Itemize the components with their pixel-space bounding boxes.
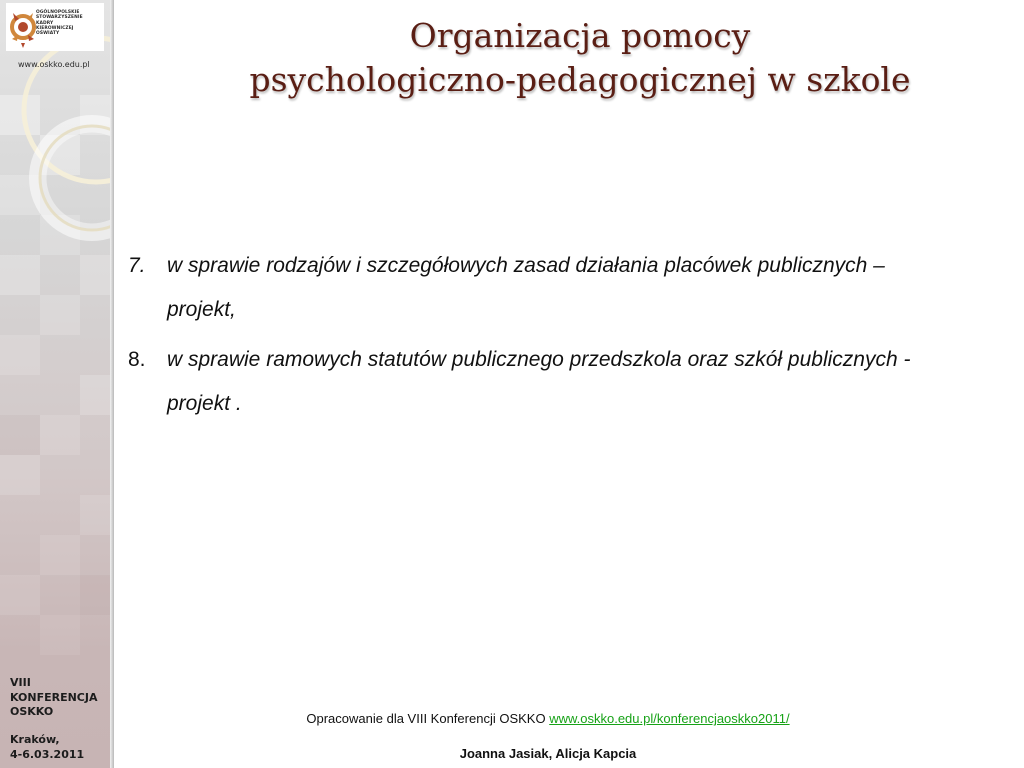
logo-text: [36, 10, 104, 36]
sidebar-decoration: [0, 0, 114, 768]
item-number: 7.: [128, 254, 146, 277]
oskko-logo: [6, 3, 104, 51]
logo-line: STOWARZYSZENIE: [36, 15, 83, 21]
logo-line: KADRY: [36, 20, 54, 26]
conference-link[interactable]: www.oskko.edu.pl/konferencjaoskko2011/: [549, 711, 790, 726]
logo-line: OGÓLNOPOLSKIE: [36, 10, 80, 15]
logo-line: KIEROWNICZEJ: [36, 25, 74, 31]
conference-place: Kraków,: [10, 733, 60, 746]
conference-label: [10, 676, 97, 720]
footer-credit: [200, 711, 896, 726]
sidebar: [0, 0, 114, 768]
numbered-list: [128, 244, 948, 432]
title-line: psychologiczno-pedagogicznej w szkole: [249, 60, 911, 99]
conference-place-date: [10, 733, 84, 762]
conference-date: 4-6.03.2011: [10, 747, 85, 761]
conference-line: KONFERENCJA: [10, 690, 98, 704]
footer-prefix: Opracowanie dla VIII Konferencji OSKKO: [306, 711, 550, 726]
conference-line: OSKKO: [10, 705, 54, 718]
item-text: w sprawie rodzajów i szczegółowych zasad działania placówek publicznych – projekt,: [167, 254, 885, 321]
logo-line: OŚWIATY: [36, 31, 60, 37]
conference-line: VIII: [10, 676, 31, 689]
title-line: Organizacja pomocy: [409, 16, 751, 55]
sidebar-edge: [110, 0, 114, 768]
list-item: [128, 244, 948, 332]
site-url: www.oskko.edu.pl: [18, 60, 90, 69]
footer-authors: Joanna Jasiak, Alicja Kapcia: [459, 746, 637, 761]
oskko-logo-icon: [8, 5, 38, 49]
list-item: [128, 338, 948, 426]
item-number: 8.: [128, 348, 146, 371]
slide-title: [200, 14, 960, 102]
item-text: w sprawie ramowych statutów publicznego przedszkola oraz szkół publicznych - projekt .: [167, 348, 911, 415]
